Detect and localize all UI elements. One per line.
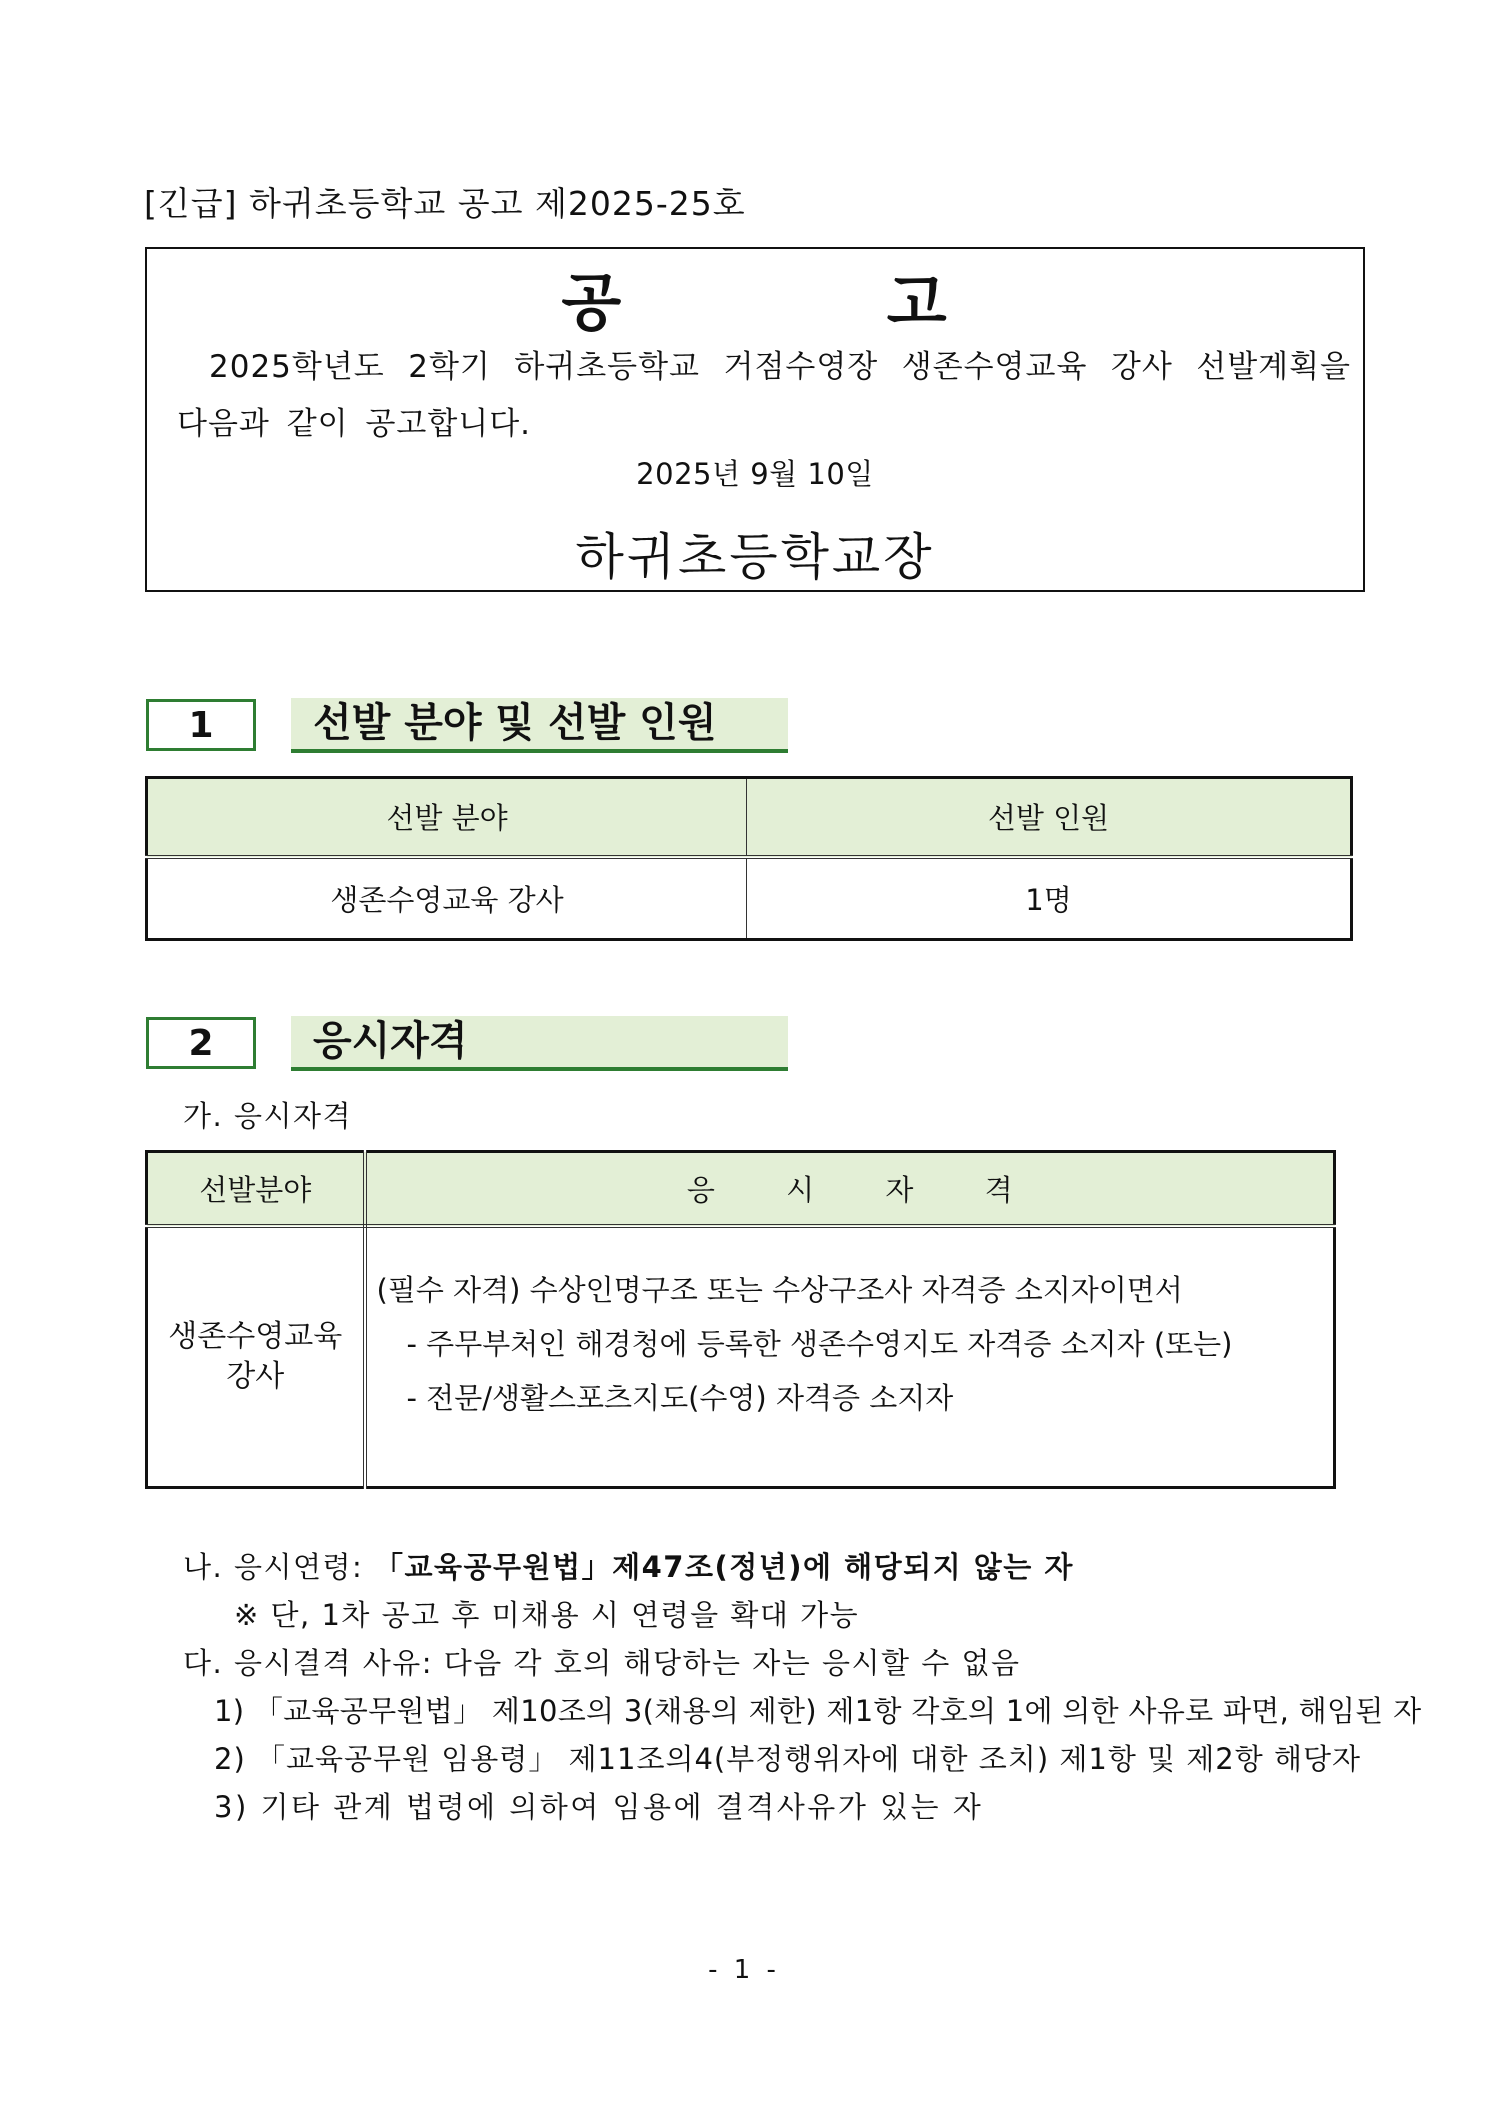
- selection-table: [145, 776, 1353, 941]
- notice-box: [145, 247, 1365, 592]
- list-item: 2) 「교육공무원 임용령」 제11조의4(부정행위자에 대한 조치) 제1항 및 제2항 해당자: [214, 1742, 1362, 1776]
- notice-title: 공 고: [561, 266, 949, 339]
- age-note: ※ 단, 1차 공고 후 미채용 시 연령을 확대 가능: [234, 1598, 860, 1632]
- header-cell-field: 선발 분야: [147, 778, 747, 857]
- age-requirement: 「교육공무원법」제47조(정년)에 해당되지 않는 자: [374, 1550, 1074, 1584]
- header-cell-qualification: 응 시 자 격: [365, 1152, 1335, 1226]
- notice-body: 2025학년도 2학기 하귀초등학교 거점수영장 생존수영교육 강사 선발계획을 다음과 같이 공고합니다.: [177, 349, 1351, 442]
- table-cell-qualification: [365, 1226, 1335, 1488]
- section-1-number: 1: [146, 699, 256, 751]
- section-2-title: 응시자격: [291, 1016, 788, 1071]
- table-header-row: [147, 778, 1352, 857]
- sub-heading-c: 다. 응시결격 사유: 다음 각 호의 해당하는 자는 응시할 수 없음: [183, 1646, 1021, 1680]
- list-item: 3) 기타 관계 법령에 의하여 임용에 결격사유가 있는 자: [214, 1790, 984, 1824]
- table-row: [147, 857, 1352, 940]
- section-1-title: 선발 분야 및 선발 인원: [291, 698, 788, 753]
- sub-heading-a: 가. 응시자격: [183, 1099, 353, 1133]
- table-cell: 1명: [747, 857, 1352, 940]
- notice-date: 2025년 9월 10일: [636, 457, 874, 491]
- section-2-number: 2: [146, 1017, 256, 1069]
- page-number: - 1 -: [708, 1955, 780, 1985]
- table-cell-field: 생존수영교육 강사: [147, 1226, 365, 1488]
- list-item: 1) 「교육공무원법」 제10조의 3(채용의 제한) 제1항 각호의 1에 의한 사유로 파면, 해임된 자: [214, 1694, 1422, 1728]
- table-row: [147, 1226, 1335, 1488]
- header-cell-field: 선발분야: [147, 1152, 365, 1226]
- table-header-row: [147, 1152, 1335, 1226]
- age-label: 나. 응시연령:: [183, 1550, 374, 1584]
- qualification-line: (필수 자격) 수상인명구조 또는 수상구조사 자격증 소지자이면서: [376, 1272, 1183, 1307]
- sub-heading-b: [183, 1545, 1074, 1586]
- announcement-number: [긴급] 하귀초등학교 공고 제2025-25호: [144, 184, 746, 223]
- header-cell-count: 선발 인원: [747, 778, 1352, 857]
- qualification-line: - 주무부처인 해경청에 등록한 생존수영지도 자격증 소지자 (또는): [406, 1326, 1233, 1361]
- table-cell: 생존수영교육 강사: [147, 857, 747, 940]
- notice-signer: 하귀초등학교장: [575, 528, 935, 586]
- qualification-table: [145, 1150, 1336, 1489]
- qualification-line: - 전문/생활스포츠지도(수영) 자격증 소지자: [406, 1380, 954, 1415]
